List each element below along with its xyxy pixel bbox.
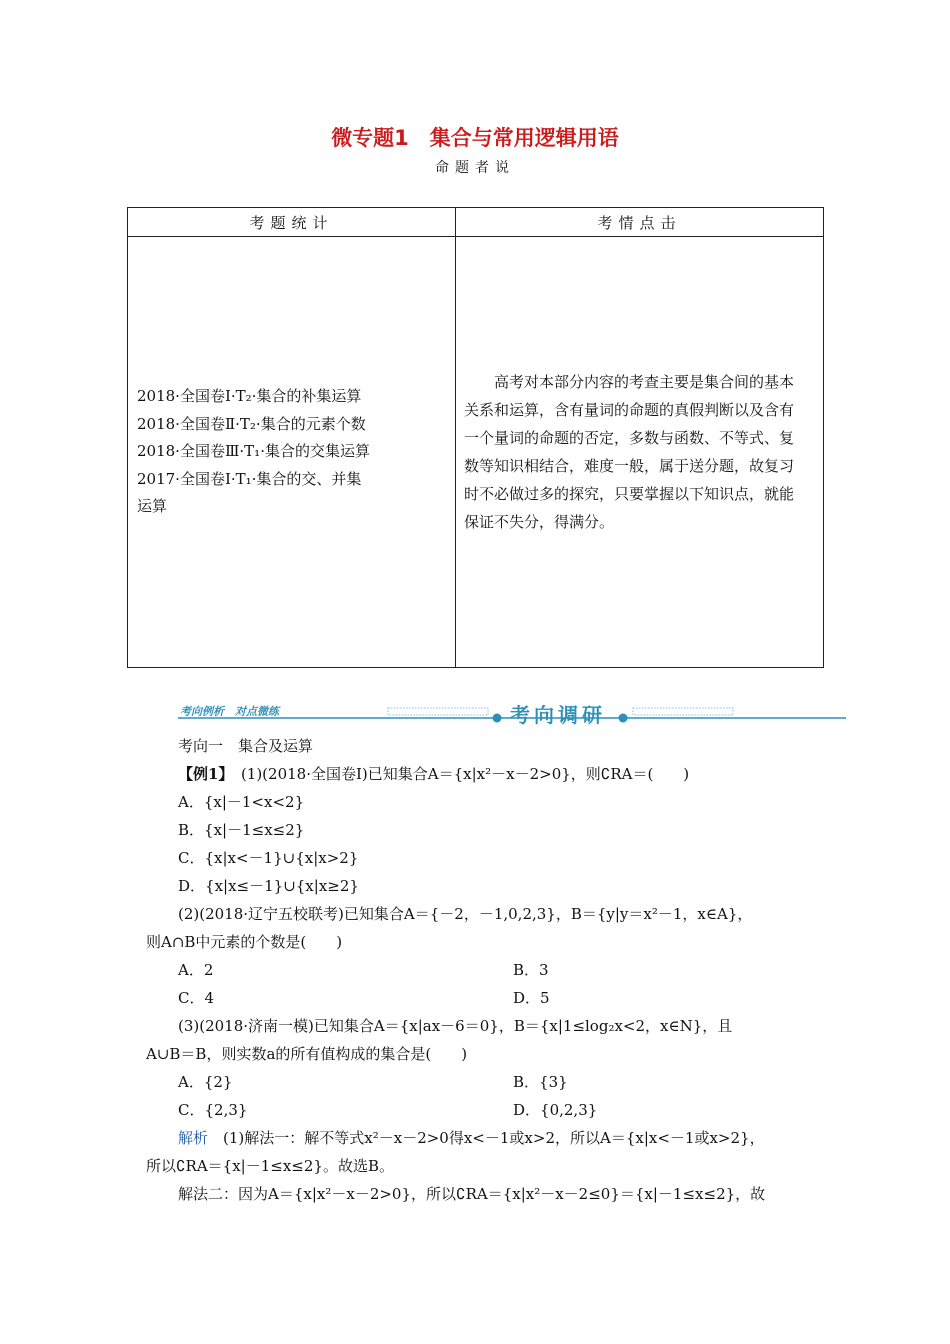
question-1-stem: (1)(2018·全国卷Ⅰ)已知集合A＝{x|x²－x－2>0}，则∁RA＝( ) — [225, 765, 690, 783]
banner-dot-icon — [619, 714, 628, 723]
exam-stats-table — [127, 207, 824, 668]
question-3-stem: (3)(2018·济南一模)已知集合A＝{x|ax－6＝0}，B＝{x|1≤log₂x<2，x∈N}，且 — [178, 1017, 733, 1035]
question-1 — [178, 763, 689, 784]
stats-cell — [128, 237, 456, 668]
option: C．4 — [178, 989, 215, 1007]
option: A．2 — [178, 961, 214, 979]
solution-line — [178, 1127, 765, 1148]
stats-line: 2018·全国卷Ⅱ·T₂·集合的元素个数 — [137, 414, 366, 433]
solution-text: (1)解法一：解不等式x²－x－2>0得x<－1或x>2，所以A＝{x|x<－1或x>2}， — [208, 1129, 765, 1147]
table-header-stats: 考题统计 — [128, 208, 456, 237]
stats-line: 2018·全国卷Ⅰ·T₂·集合的补集运算 — [137, 387, 362, 406]
option: C．{2,3} — [178, 1101, 248, 1119]
stats-line: 2018·全国卷Ⅲ·T₁·集合的交集运算 — [137, 442, 370, 461]
analysis-cell: 高考对本部分内容的考查主要是集合间的基本关系和运算，含有量词的命题的真假判断以及含有一个量词的命题的否定，多数与函数、不等式、复数等知识相结合，难度一般，属于送分题，故复习时不必做过多的探究，只要掌握以下知识点，就能保证不失分，得满分。 — [456, 237, 824, 668]
solution-line: 解法二：因为A＝{x|x²－x－2>0}，所以∁RA＝{x|x²－x－2≤0}＝{x|－1≤x≤2}，故 — [178, 1185, 766, 1203]
option: D．{0,2,3} — [513, 1101, 598, 1119]
question-3-stem-cont: A∪B＝B，则实数a的所有值构成的集合是( ) — [146, 1045, 468, 1063]
option: B．3 — [513, 961, 549, 979]
option: D．5 — [513, 989, 550, 1007]
section-banner — [178, 700, 846, 726]
page-subtitle: 命题者说 — [435, 160, 515, 176]
solution-label: 解析 — [178, 1129, 209, 1147]
banner-left-text: 考向例析 对点微练 — [180, 705, 279, 718]
banner-dot-icon — [493, 714, 502, 723]
solution-line: 所以∁RA＝{x|－1≤x≤2}。故选B。 — [146, 1157, 394, 1175]
stats-line: 运算 — [137, 497, 168, 516]
option: B．{x|－1≤x≤2} — [178, 821, 305, 839]
banner-right-text: 考向调研 — [510, 703, 606, 726]
section-heading: 考向一 集合及运算 — [178, 737, 314, 755]
stats-line: 2017·全国卷Ⅰ·T₁·集合的交、并集 — [137, 469, 362, 488]
option: D．{x|x≤－1}∪{x|x≥2} — [178, 877, 359, 895]
question-2-stem: (2)(2018·辽宁五校联考)已知集合A＝{－2，－1,0,2,3}，B＝{y|y＝x²－1，x∈A}， — [178, 905, 753, 923]
option: A．{2} — [178, 1073, 233, 1091]
example-label: 【例1】 — [178, 765, 226, 783]
option: C．{x|x<－1}∪{x|x>2} — [178, 849, 359, 867]
page-title: 微专题1 集合与常用逻辑用语 — [331, 126, 619, 150]
option: B．{3} — [513, 1073, 568, 1091]
question-2-stem-cont: 则A∩B中元素的个数是( ) — [146, 933, 343, 951]
option: A．{x|－1<x<2} — [178, 793, 305, 811]
table-header-analysis: 考情点击 — [456, 208, 824, 237]
